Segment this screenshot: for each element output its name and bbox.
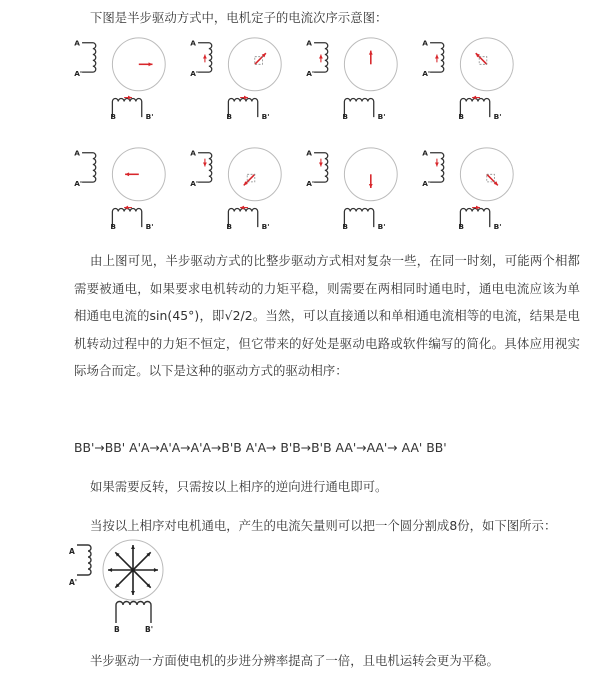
coil-label-a-prime: A' [306,69,315,79]
coil-a-current-arrow-head [435,55,439,59]
coil-a [430,153,444,182]
coil-a [77,545,91,575]
coil-label-b: B [110,112,117,122]
coil-label-a: A [422,38,428,48]
eight-direction-vector-diagram [66,537,186,637]
coil-label-b: B [458,222,465,232]
coil-a-current-arrow-head [435,163,439,167]
coil-label-a-prime: A' [422,69,431,79]
rotor-circle [112,148,165,201]
coil-a-current-arrow-head [203,55,207,59]
coil-label-a: A [190,38,196,48]
half-step-diagram-step-5 [70,143,190,233]
coil-label-b-prime: B' [493,112,502,122]
paragraph-reverse: 如果需要反转，只需按以上相序的逆向进行通电即可。 [90,479,388,494]
coil-b [228,99,257,118]
coil-label-b: B [226,112,233,122]
coil-label-b-prime: B' [145,625,154,634]
rotor-circle [344,38,397,91]
paragraph-vector-intro: 当按以上相序对电机通电，产生的电流矢量则可以把一个圆分割成8份，如下图所示： [90,518,557,533]
coil-label-a: A [306,148,312,158]
coil-a-current-arrow-head [319,163,323,167]
coil-label-a: A [74,148,80,158]
coil-b [112,99,141,118]
coil-label-a-prime: A' [306,179,315,189]
coil-label-b: B [110,222,117,232]
half-step-diagram-step-3 [302,33,422,123]
coil-a-current-arrow-head [203,163,207,167]
coil-label-b-prime: B' [377,222,386,232]
coil-label-b: B [342,112,349,122]
coil-label-a: A [306,38,312,48]
coil-label-a-prime: A' [190,179,199,189]
half-step-diagram-step-7 [302,143,422,233]
coil-label-b: B [114,625,120,634]
coil-label-a-prime: A' [190,69,199,79]
coil-label-b: B [342,222,349,232]
coil-label-b-prime: B' [145,222,154,232]
coil-a [82,153,96,182]
coil-b [228,209,257,228]
coil-label-b: B [458,112,465,122]
coil-a [314,153,328,182]
coil-label-a-prime: A' [74,69,83,79]
half-step-diagram-step-2 [186,33,306,123]
paragraph-explanation: 由上图可见，半步驱动方式的比整步驱动方式相对复杂一些，在同一时刻，可能两个相都需要被通电，如果要求电机转动的力矩平稳，则需要在两相同时通电时，通电电流应该为单相通电电流的sin(45°)，即√2/2。当然，可以直接通以和单相通电流相等的电流，结果是电机转动过程中的力矩不恒定，但它带来的好处是驱动电路或软件编写的简化。具体应用视实际场合而定。以下是这种的驱动方式的驱动相序： [74,253,580,379]
paragraph-conclusion: 半步驱动一方面使电机的步进分辨率提高了一倍，且电机运转会更为平稳。 [90,653,499,668]
coil-b [460,99,489,118]
half-step-diagram-step-4 [418,33,538,123]
coil-label-a: A [422,148,428,158]
diagram-caption: 下图是半步驱动方式中，电机定子的电流次序示意图： [90,10,388,25]
coil-b [460,209,489,228]
coil-label-a: A [190,148,196,158]
half-step-diagram-step-1 [70,33,190,123]
coil-b [116,602,151,624]
phase-sequence: BB'→BB' A'A→A'A→A'A→B'B A'A→ B'B→B'B AA'→AA'→ AA' BB' [74,440,447,455]
coil-a [82,43,96,72]
coil-label-b-prime: B' [261,222,270,232]
half-step-diagram-step-6 [186,143,306,233]
coil-label-a: A [74,38,80,48]
coil-label-b-prime: B' [145,112,154,122]
coil-label-a-prime: A' [69,578,78,587]
coil-b [344,99,373,118]
coil-label-b: B [226,222,233,232]
coil-a-current-arrow-head [319,55,323,59]
coil-label-b-prime: B' [377,112,386,122]
coil-b [112,209,141,228]
coil-a [198,153,212,182]
coil-label-b-prime: B' [261,112,270,122]
coil-label-b-prime: B' [493,222,502,232]
half-step-diagram-step-8 [418,143,538,233]
coil-label-a-prime: A' [74,179,83,189]
coil-label-a-prime: A' [422,179,431,189]
coil-b [344,209,373,228]
coil-label-a: A [69,547,75,556]
